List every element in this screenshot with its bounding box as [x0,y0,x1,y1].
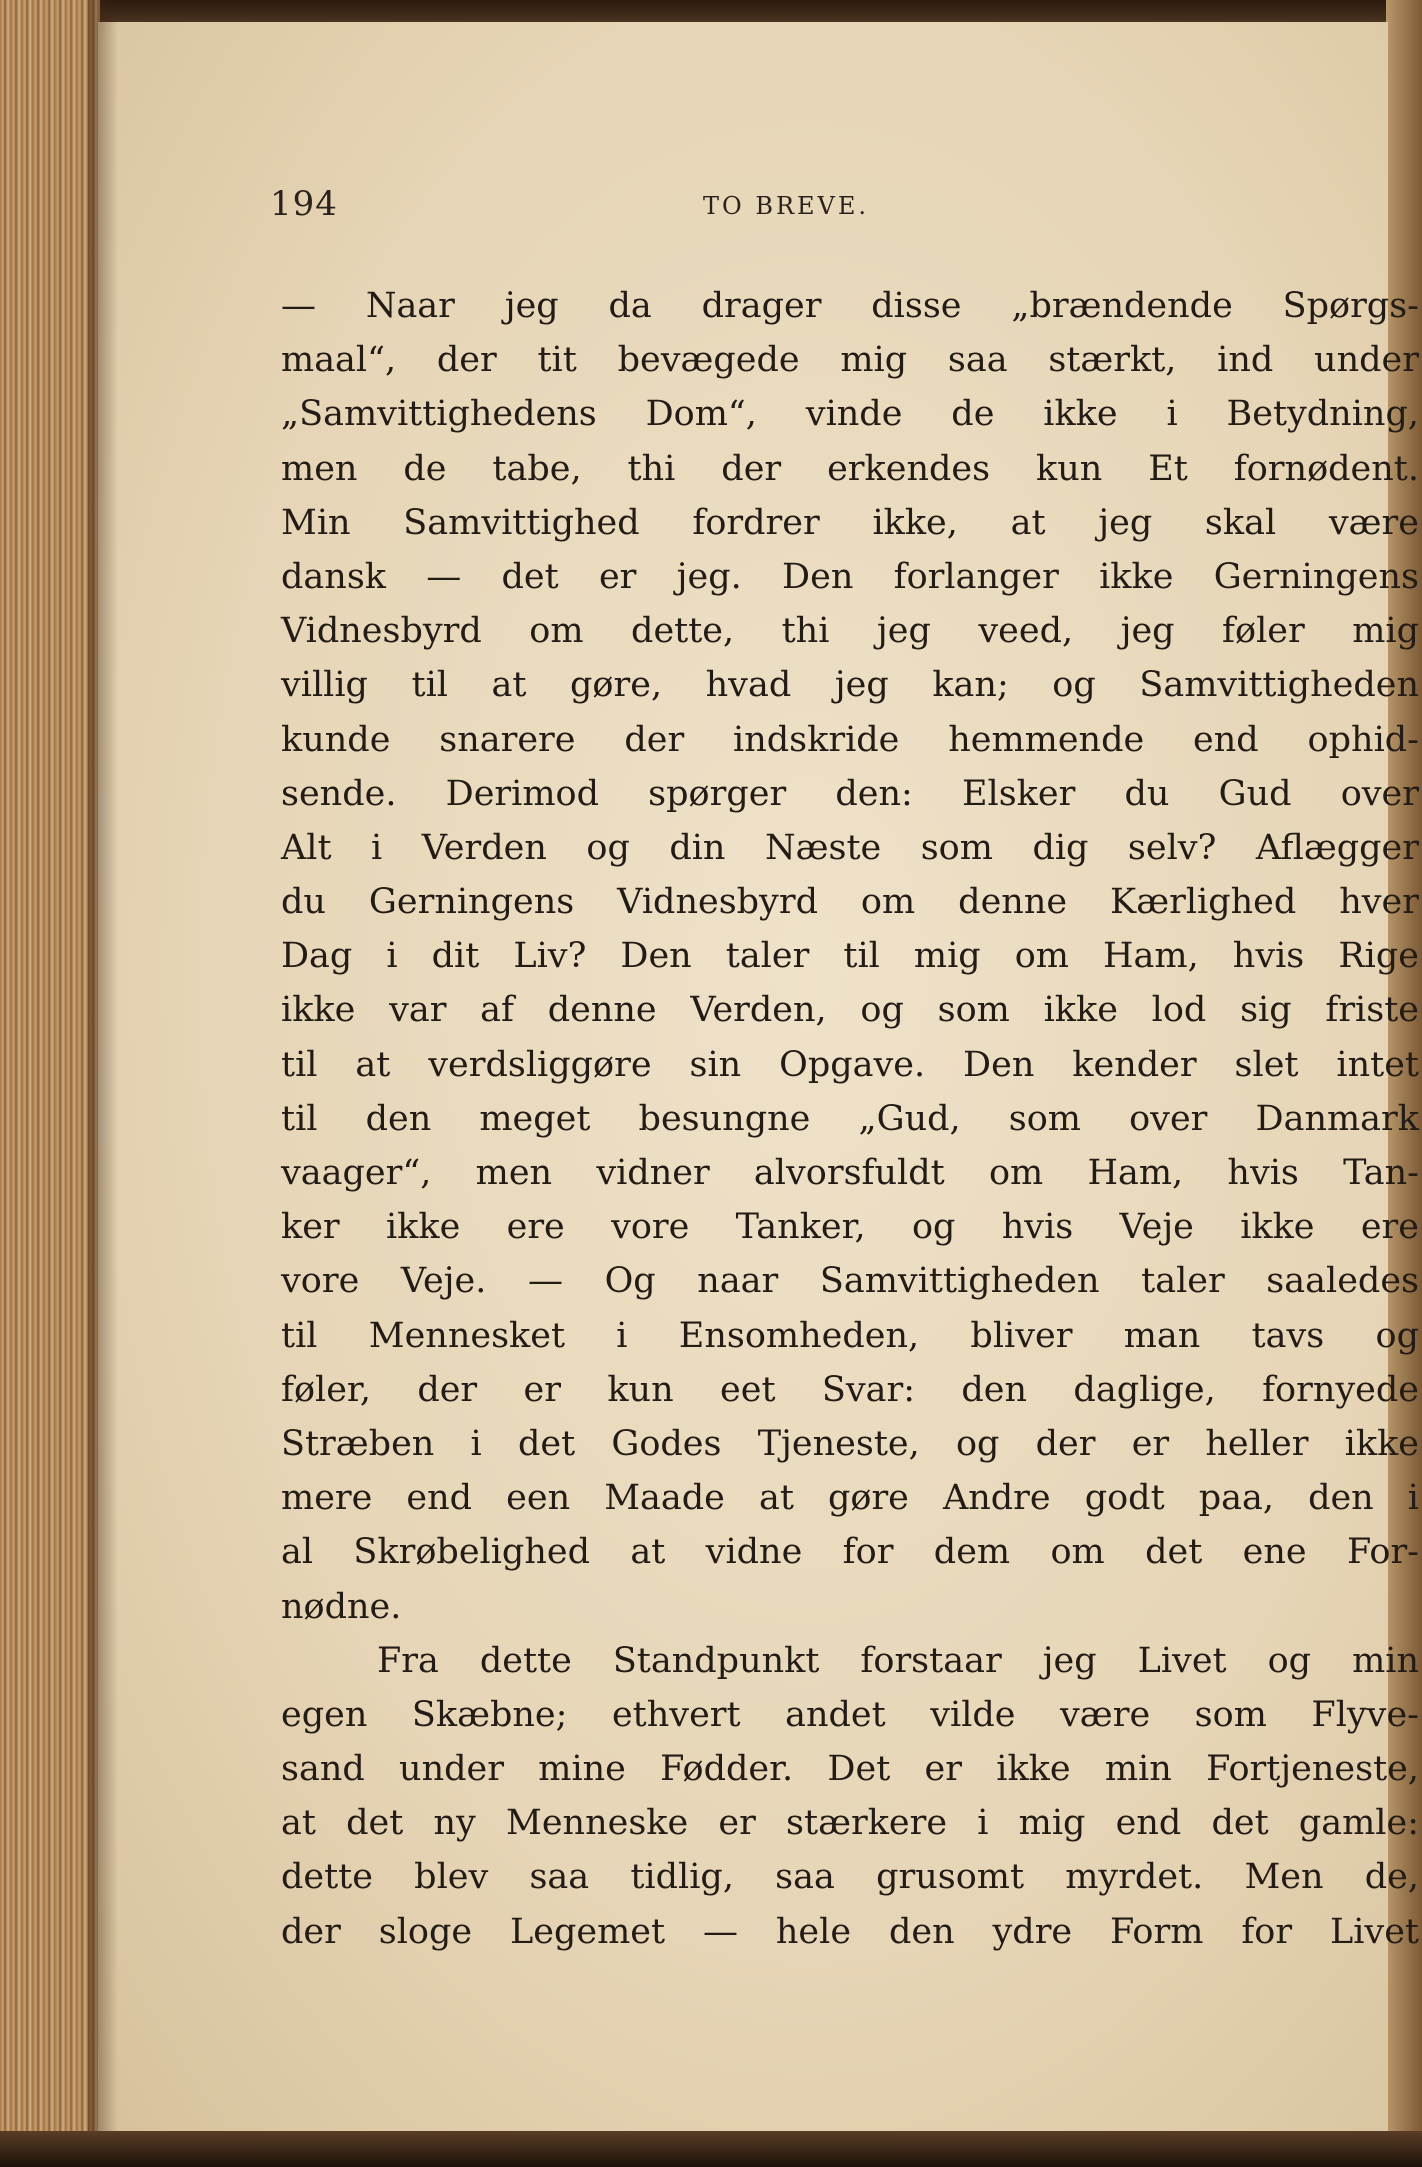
text-line: til den meget besungne „Gud, som over Danmark [281,1098,1419,1139]
text-line: sand under mine Fødder. Det er ikke min Fortjeneste, [281,1749,1419,1790]
body-text [281,279,1419,1959]
text-line: Vidnesbyrd om dette, thi jeg veed, jeg føler mig [281,611,1419,652]
text-line: villig til at gøre, hvad jeg kan; og Samvittigheden [281,665,1419,706]
text-line: Alt i Verden og din Næste som dig selv? Aflægger [281,827,1419,868]
text-line: at det ny Menneske er stærkere i mig end det gamle: [281,1803,1419,1844]
text-line: dette blev saa tidlig, saa grusomt myrdet. Men de, [281,1857,1419,1898]
text-line: — Naar jeg da drager disse „brændende Spørgs- [281,286,1419,326]
text-line: til Mennesket i Ensomheden, bliver man tavs og [281,1315,1419,1356]
text-line: dansk — det er jeg. Den forlanger ikke Gerningens [281,556,1419,597]
text-line: ker ikke ere vore Tanker, og hvis Veje ikke ere [281,1207,1419,1248]
text-line: vaager“, men vidner alvorsfuldt om Ham, hvis Tan- [281,1153,1419,1193]
text-line: mere end een Maade at gøre Andre godt paa, den i [281,1478,1419,1519]
text-line: al Skrøbelighed at vidne for dem om det ene For- [281,1532,1419,1573]
text-line: egen Skæbne; ethvert andet vilde være som Flyve- [281,1694,1419,1735]
text-line: maal“, der tit bevægede mig saa stærkt, ind under [281,340,1419,381]
text-line: Stræben i det Godes Tjeneste, og der er heller ikke [281,1423,1419,1464]
top-edge-shadow [0,0,1422,22]
text-line: du Gerningens Vidnesbyrd om denne Kærlighed hver [281,882,1419,923]
text-line: til at verdsliggøre sin Opgave. Den kender slet intet [281,1044,1419,1085]
text-line: Min Samvittighed fordrer ikke, at jeg skal være [281,502,1419,543]
text-line: Dag i dit Liv? Den taler til mig om Ham, hvis Rige [281,936,1419,977]
text-line: men de tabe, thi der erkendes kun Et fornødent. [281,448,1419,489]
text-line: sende. Derimod spørger den: Elsker du Gud over [281,773,1419,814]
page-number: 194 [270,184,338,224]
text-line: kunde snarere der indskride hemmende end ophid- [281,719,1419,760]
page-paper [98,22,1419,2131]
text-line: der sloge Legemet — hele den ydre Form for Livet [281,1911,1419,1952]
text-line: ikke var af denne Verden, og som ikke lod sig friste [281,990,1419,1031]
book-spine-page-edges [0,0,100,2167]
text-line: „Samvittighedens Dom“, vinde de ikke i Betydning, [281,394,1419,435]
text-line-paragraph-end: nødne. [281,1586,402,1627]
text-line: føler, der er kun eet Svar: den daglige, fornyede [281,1369,1419,1410]
bottom-edge-shadow [0,2131,1422,2167]
gutter-shadow [88,0,118,2167]
text-line-paragraph-start: Fra dette Standpunkt forstaar jeg Livet og min [377,1640,1419,1681]
page-header [98,184,1388,234]
text-line: vore Veje. — Og naar Samvittigheden taler saaledes [281,1261,1419,1302]
running-head: TO BREVE. [703,192,870,220]
